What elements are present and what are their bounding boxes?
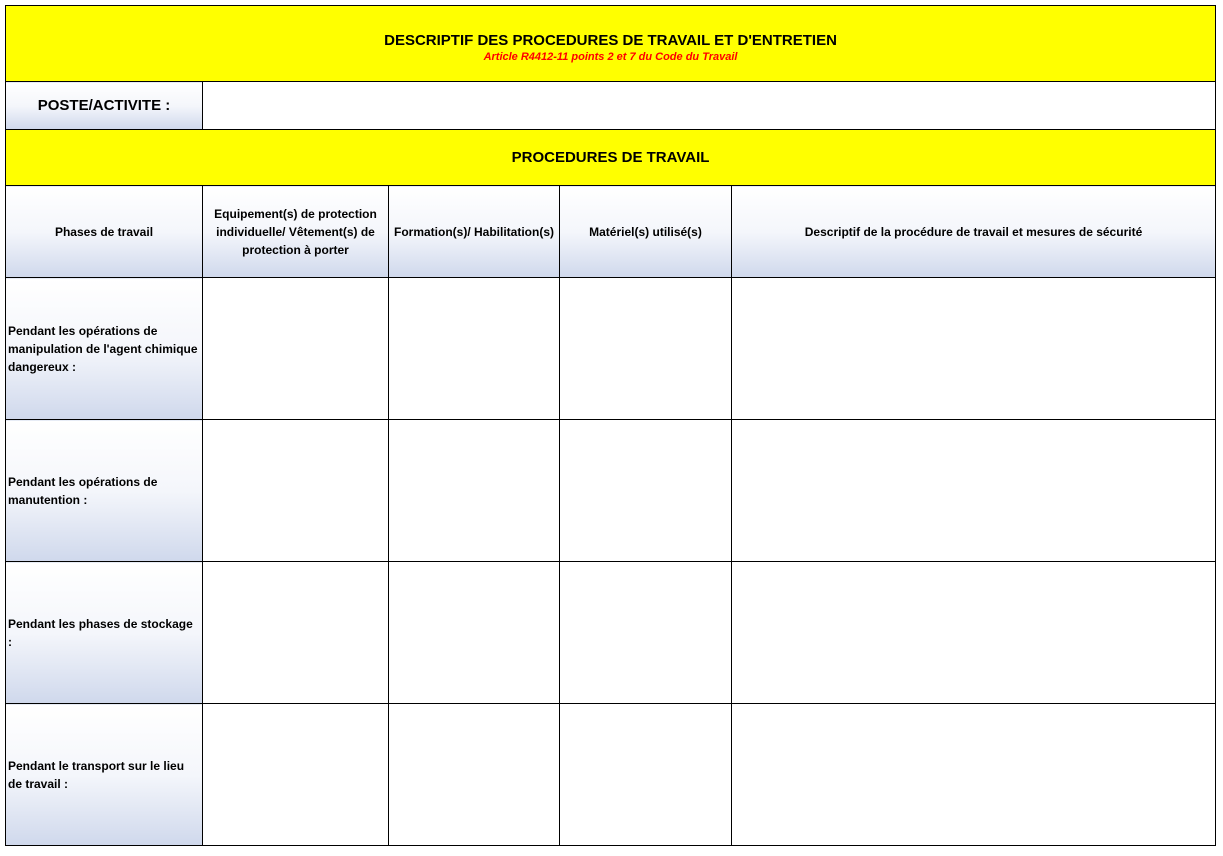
table-row [6, 704, 1216, 846]
descriptif-cell[interactable] [732, 562, 1216, 704]
formation-cell[interactable] [389, 562, 560, 704]
materiel-cell[interactable] [560, 704, 732, 846]
epi-cell[interactable] [203, 420, 389, 562]
formation-cell[interactable] [389, 420, 560, 562]
materiel-cell[interactable] [560, 278, 732, 420]
table-row [6, 278, 1216, 420]
descriptif-cell[interactable] [732, 278, 1216, 420]
epi-cell[interactable] [203, 278, 389, 420]
formation-cell[interactable] [389, 704, 560, 846]
descriptif-cell[interactable] [732, 420, 1216, 562]
column-header-materiel: Matériel(s) utilisé(s) [560, 186, 732, 278]
phase-label: Pendant le transport sur le lieu de travail : [6, 704, 203, 846]
column-header-formation: Formation(s)/ Habilitation(s) [389, 186, 560, 278]
epi-cell[interactable] [203, 704, 389, 846]
descriptif-cell[interactable] [732, 704, 1216, 846]
phase-label: Pendant les opérations de manutention : [6, 420, 203, 562]
document-subtitle: Article R4412-11 points 2 et 7 du Code du Travail [483, 50, 738, 63]
procedures-sheet [5, 5, 1216, 846]
table-row [6, 420, 1216, 562]
column-header-epi: Equipement(s) de protection individuelle/ Vêtement(s) de protection à porter [203, 186, 389, 278]
materiel-cell[interactable] [560, 420, 732, 562]
materiel-cell[interactable] [560, 562, 732, 704]
phase-label: Pendant les opérations de manipulation de l'agent chimique dangereux : [6, 278, 203, 420]
column-header-phases: Phases de travail [6, 186, 203, 278]
table-row [6, 562, 1216, 704]
formation-cell[interactable] [389, 278, 560, 420]
poste-label: POSTE/ACTIVITE : [6, 82, 203, 130]
epi-cell[interactable] [203, 562, 389, 704]
poste-value-cell[interactable] [203, 82, 1216, 130]
phase-label: Pendant les phases de stockage : [6, 562, 203, 704]
document-title: DESCRIPTIF DES PROCEDURES DE TRAVAIL ET D'ENTRETIEN [384, 31, 837, 49]
column-header-row [6, 186, 1216, 278]
column-header-descriptif: Descriptif de la procédure de travail et mesures de sécurité [732, 186, 1216, 278]
section-title: PROCEDURES DE TRAVAIL [6, 130, 1216, 186]
title-banner [6, 6, 1216, 82]
